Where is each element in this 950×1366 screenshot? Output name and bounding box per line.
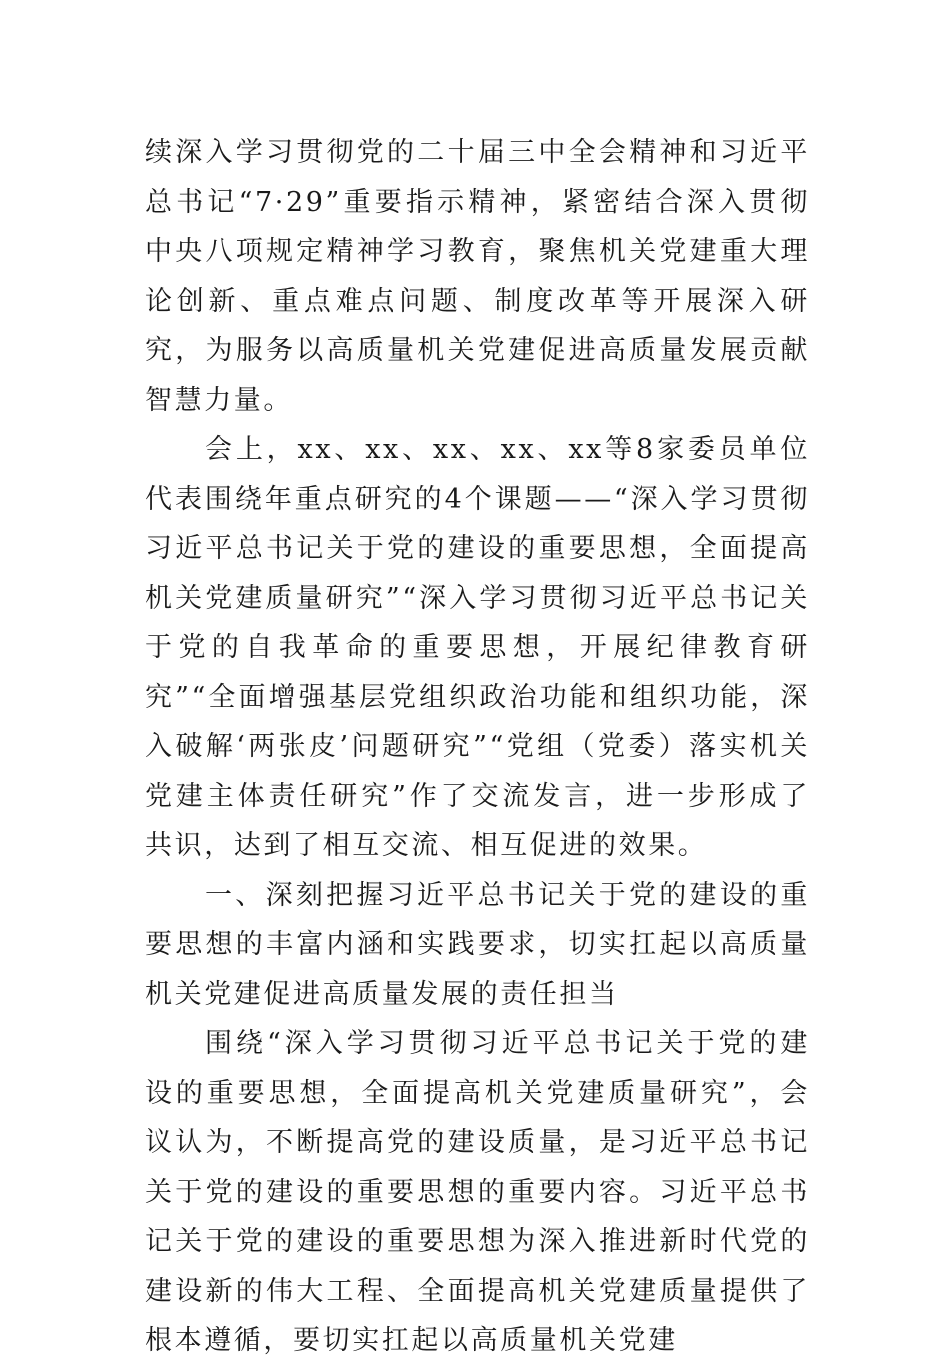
document-body: [145, 128, 810, 1366]
paragraph-meeting-exchange: 会上，xx、xx、xx、xx、xx等8家委员单位代表围绕年重点研究的4个课题——“深入学习贯彻习近平总书记关于党的建设的重要思想，全面提高机关党建质量研究”“深入学习贯彻习近平总书记关于党的自我革命的重要思想，开展纪律教育研究”“全面增强基层党组织政治功能和组织功能，深入破解‘两张皮’问题研究”“党组（党委）落实机关党建主体责任研究”作了交流发言，进一步形成了共识，达到了相互交流、相互促进的效果。: [145, 434, 810, 861]
paragraph-continued: 续深入学习贯彻党的二十届三中全会精神和习近平总书记“7·29”重要指示精神，紧密结合深入贯彻中央八项规定精神学习教育，聚焦机关党建重大理论创新、重点难点问题、制度改革等开展深入研究，为服务以高质量机关党建促进高质量发展贡献智慧力量。: [145, 137, 810, 416]
paragraph-section-one-body: 围绕“深入学习贯彻习近平总书记关于党的建设的重要思想，全面提高机关党建质量研究”，会议认为，不断提高党的建设质量，是习近平总书记关于党的建设的重要思想的重要内容。习近平总书记关于党的建设的重要思想为深入推进新时代党的建设新的伟大工程、全面提高机关党建质量提供了根本遵循，要切实扛起以高质量机关党建: [145, 1028, 810, 1356]
section-heading-one: 一、深刻把握习近平总书记关于党的建设的重要思想的丰富内涵和实践要求，切实扛起以高质量机关党建促进高质量发展的责任担当: [145, 879, 810, 1010]
